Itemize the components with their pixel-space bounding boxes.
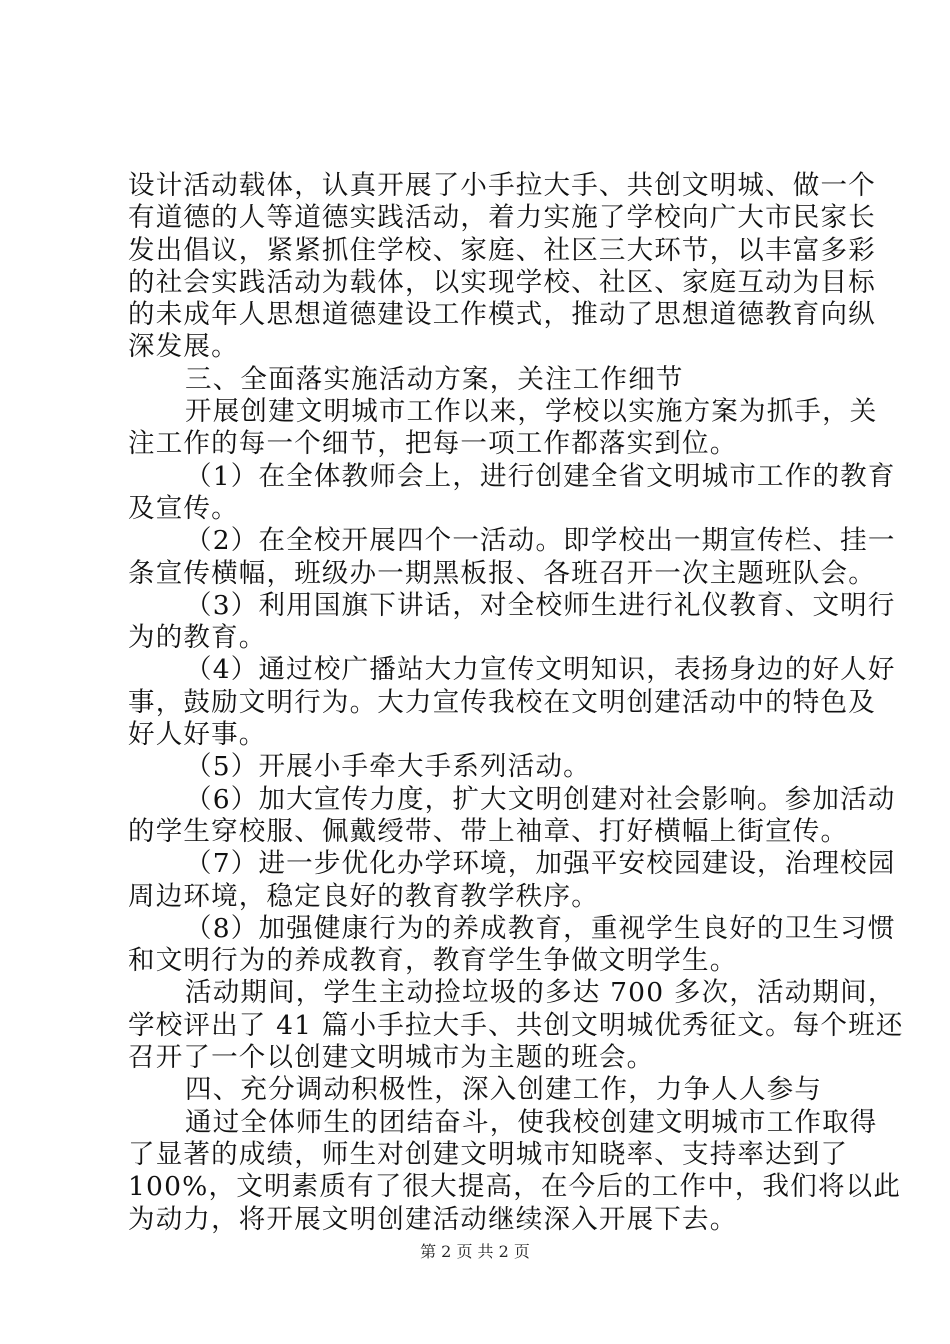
text-line: 设计活动载体，认真开展了小手拉大手、共创文明城、做一个 <box>128 170 876 201</box>
text-line: 好人好事。 <box>128 719 267 751</box>
text-line: 和文明行为的养成教育，教育学生争做文明学生。 <box>128 945 738 977</box>
text-line: 100%，文明素质有了很大提高，在今后的工作中，我们将以此 <box>128 1171 902 1203</box>
list-item: （8）加强健康行为的养成教育，重视学生良好的卫生习惯 <box>185 912 896 944</box>
list-item: （2）在全校开展四个一活动。即学校出一期宣传栏、挂一 <box>185 525 896 557</box>
text-line: 为动力，将开展文明创建活动继续深入开展下去。 <box>128 1203 738 1235</box>
text-line: 发出倡议，紧紧抓住学校、家庭、社区三大环节，以丰富多彩 <box>128 234 876 266</box>
list-item: （5）开展小手牵大手系列活动。 <box>185 751 591 783</box>
text-line: 开展创建文明城市工作以来，学校以实施方案为抓手，关 <box>185 396 878 428</box>
text-line: 注工作的每一个细节，把每一项工作都落实到位。 <box>128 428 738 460</box>
text-line: 有道德的人等道德实践活动，着力实施了学校向广大市民家长 <box>128 202 876 234</box>
page-number-footer: 第 2 页 共 2 页 <box>420 1242 530 1261</box>
text-line: 通过全体师生的团结奋斗，使我校创建文明城市工作取得 <box>185 1106 878 1138</box>
text-line: 学校评出了 41 篇小手拉大手、共创文明城优秀征文。每个班还 <box>128 1009 904 1041</box>
section-heading: 四、充分调动积极性，深入创建工作，力争人人参与 <box>185 1074 823 1106</box>
text-line: 事，鼓励文明行为。大力宣传我校在文明创建活动中的特色及 <box>128 686 876 718</box>
text-line: 为的教育。 <box>128 622 267 654</box>
list-item: （1）在全体教师会上，进行创建全省文明城市工作的教育 <box>185 460 896 492</box>
text-line: 活动期间，学生主动捡垃圾的多达 700 多次，活动期间， <box>185 977 896 1009</box>
document-body <box>128 170 904 1236</box>
text-line: 及宣传。 <box>128 492 239 524</box>
list-item: （6）加大宣传力度，扩大文明创建对社会影响。参加活动 <box>185 783 896 815</box>
text-line: 的社会实践活动为载体，以实现学校、社区、家庭互动为目标 <box>128 266 876 298</box>
list-item: （3）利用国旗下讲话，对全校师生进行礼仪教育、文明行 <box>185 589 896 621</box>
section-heading: 三、全面落实施活动方案，关注工作细节 <box>185 363 684 395</box>
list-item: （4）通过校广播站大力宣传文明知识，表扬身边的好人好 <box>185 654 896 686</box>
text-line: 的未成年人思想道德建设工作模式，推动了思想道德教育向纵 <box>128 299 876 331</box>
text-line: 的学生穿校服、佩戴绶带、带上袖章、打好横幅上街宣传。 <box>128 815 849 847</box>
text-line: 了显著的成绩，师生对创建文明城市知晓率、支持率达到了 <box>128 1138 849 1170</box>
text-line: 召开了一个以创建文明城市为主题的班会。 <box>128 1042 655 1074</box>
text-line: 条宣传横幅，班级办一期黑板报、各班召开一次主题班队会。 <box>128 557 876 589</box>
list-item: （7）进一步优化办学环境，加强平安校园建设，治理校园 <box>185 848 896 880</box>
text-line: 深发展。 <box>128 331 239 363</box>
text-line: 周边环境，稳定良好的教育教学秩序。 <box>128 880 599 912</box>
